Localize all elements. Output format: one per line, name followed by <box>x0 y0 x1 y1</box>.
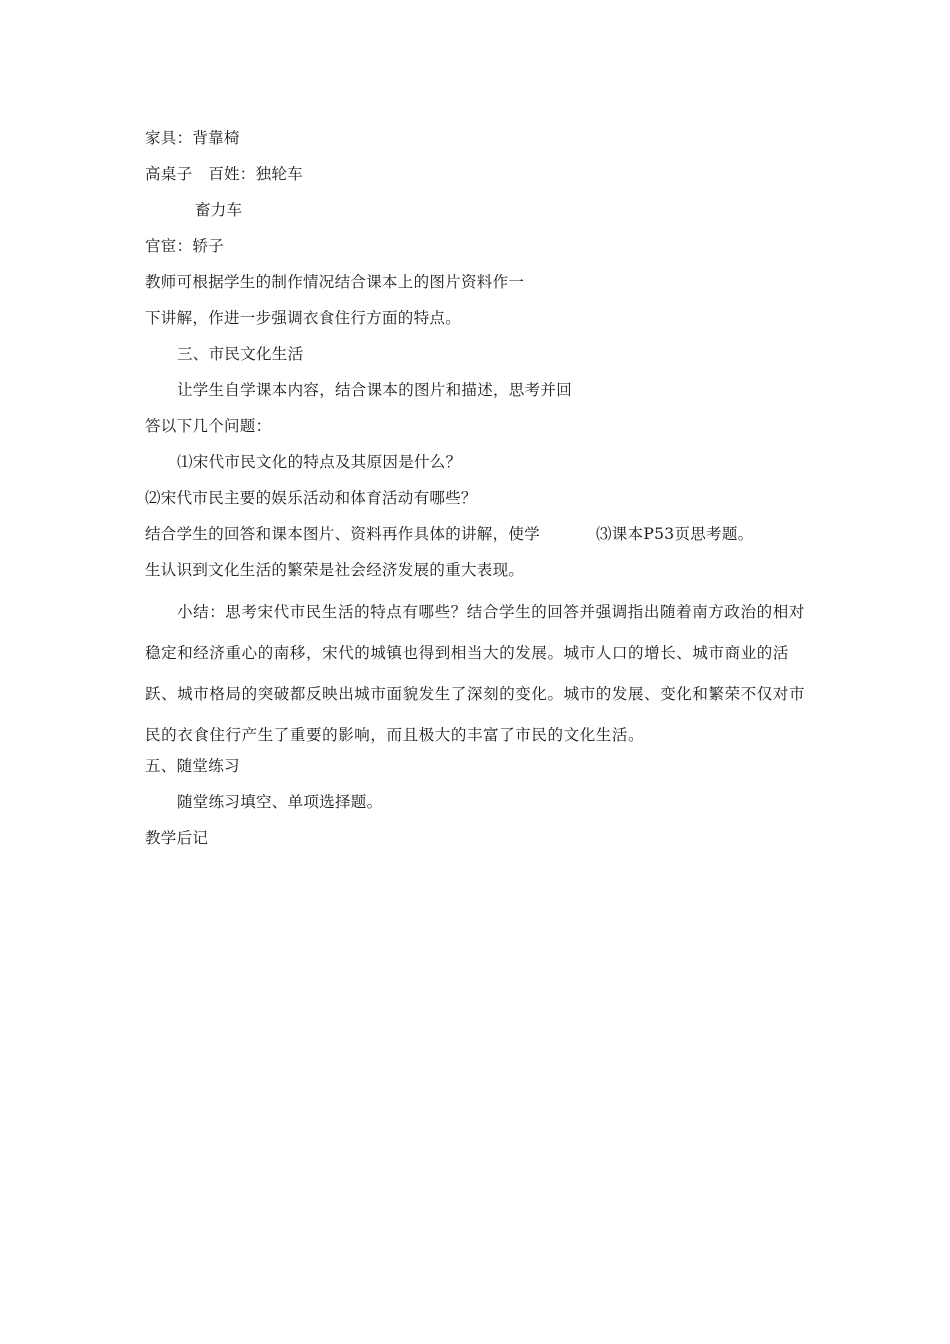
question-2: ⑵宋代市民主要的娱乐活动和体育活动有哪些？ <box>145 489 477 507</box>
explain-line-2: 生认识到文化生活的繁荣是社会经济发展的重大表现。 <box>145 561 525 579</box>
teacher-note-line-2: 下讲解，作进一步强调衣食住行方面的特点。 <box>145 309 462 327</box>
question-1: ⑴宋代市民文化的特点及其原因是什么？ <box>177 453 462 471</box>
section-5-body: 随堂练习填空、单项选择题。 <box>177 793 383 811</box>
explain-line-1: 结合学生的回答和课本图片、资料再作具体的讲解，使学 <box>145 525 541 543</box>
self-study-line-2: 答以下几个问题： <box>145 417 272 435</box>
animal-cart-line: 畜力车 <box>195 201 243 219</box>
self-study-line-1: 让学生自学课本内容，结合课本的图片和描述，思考并回 <box>177 381 573 399</box>
section-5-heading: 五、随堂练习 <box>145 757 240 775</box>
section-3-heading: 三、市民文化生活 <box>177 345 304 363</box>
afterword-heading: 教学后记 <box>145 829 209 847</box>
teacher-note-line-1: 教师可根据学生的制作情况结合课本上的图片资料作一 <box>145 273 525 291</box>
summary-paragraph: 小结：思考宋代市民生活的特点有哪些？结合学生的回答并强调指出随着南方政治的相对稳定和经济重心的南移，宋代的城镇也得到相当大的发展。城市人口的增长、城市商业的活跃、城市格局的突破都反映出城市面貌发生了深刻的变化。城市的发展、变化和繁荣不仅对市民的衣食住行产生了重要的影响，而且极大的丰富了市民的文化生活。 <box>145 603 806 744</box>
transport-line: 高桌子 百姓：独轮车 <box>145 165 304 183</box>
question-3: ⑶课本P53页思考题。 <box>596 525 754 543</box>
official-line: 官宦：轿子 <box>145 237 225 255</box>
furniture-line: 家具：背靠椅 <box>145 129 240 147</box>
